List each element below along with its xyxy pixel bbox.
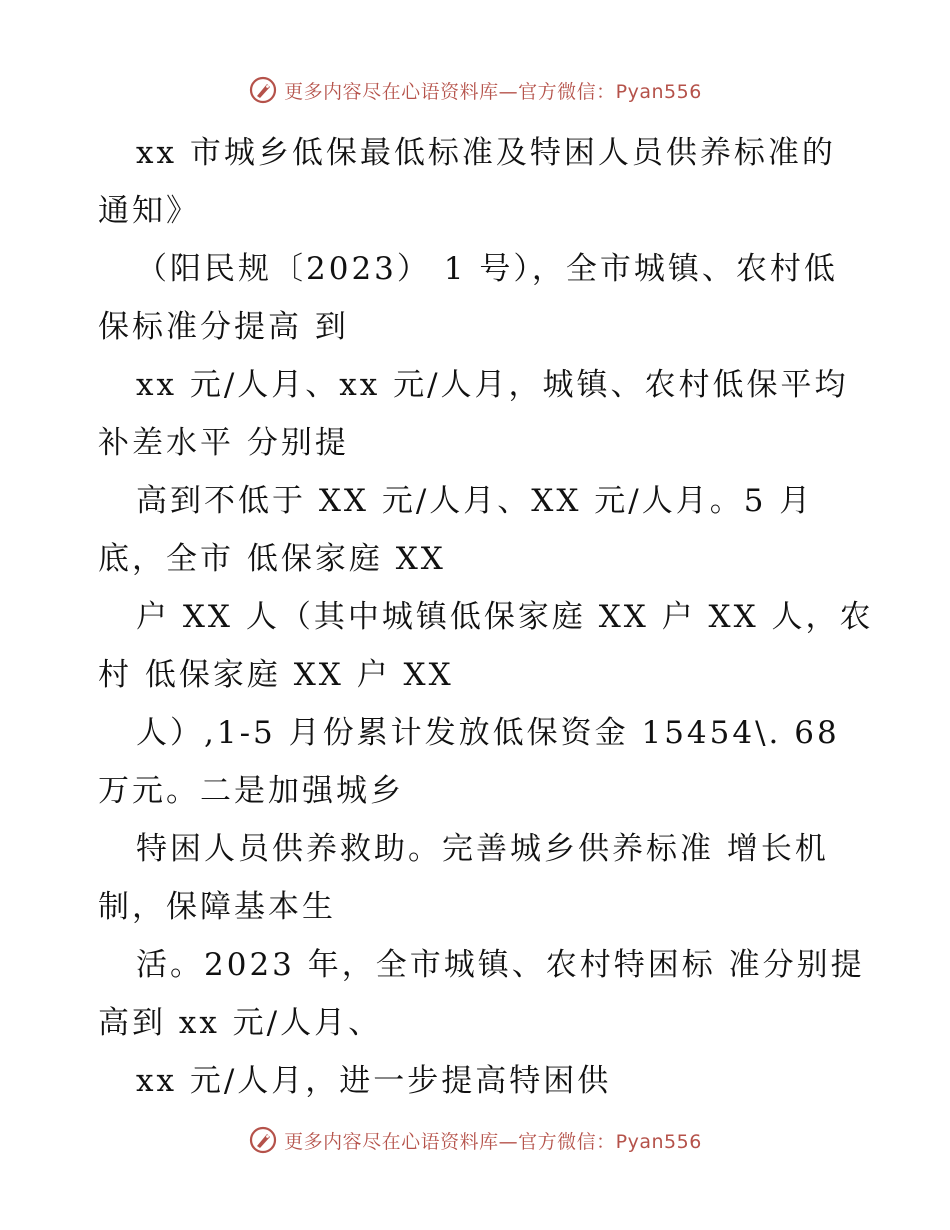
pen-nib-logo-icon xyxy=(248,75,278,105)
body-line: xx 市城乡低保最低标准及特困人员供养标准的 xyxy=(136,135,836,171)
header-banner-text: 更多内容尽在心语资料库—官方微信：Pyan556 xyxy=(284,80,702,103)
document-body xyxy=(98,124,874,1110)
body-line: xx 元/人月、xx 元/人月，城镇、农村低保平均 xyxy=(136,367,849,403)
body-line: 补差水平 分别提 xyxy=(98,425,349,461)
body-line: xx 元/人月，进一步提高特困供 xyxy=(136,1063,612,1099)
body-line: 通知》 xyxy=(98,193,200,229)
body-line: 特困人员供养救助。完善城乡供养标准 增长机 xyxy=(136,831,829,867)
body-line: 村 低保家庭 XX 户 XX xyxy=(98,657,454,693)
footer-banner xyxy=(0,1122,950,1158)
header-banner xyxy=(0,72,950,108)
body-line: 万元。二是加强城乡 xyxy=(98,773,404,809)
body-line: 制，保障基本生 xyxy=(98,889,336,925)
body-line: 高到 xx 元/人月、 xyxy=(98,1005,383,1041)
body-line: 活。2023 年，全市城镇、农村特困标 准分别提 xyxy=(136,947,865,983)
body-line: 户 XX 人（其中城镇低保家庭 XX 户 XX 人，农 xyxy=(136,599,874,635)
body-line: 底，全市 低保家庭 XX xyxy=(98,541,446,577)
pen-nib-logo-icon xyxy=(248,1125,278,1155)
body-line: 人）,1-5 月份累计发放低保资金 15454\. 68 xyxy=(136,715,840,751)
body-line: 高到不低于 XX 元/人月、XX 元/人月。5 月 xyxy=(136,483,814,519)
body-line: 保标准分提高 到 xyxy=(98,309,349,345)
body-line: （阳民规〔2023） 1 号），全市城镇、农村低 xyxy=(136,251,838,287)
footer-banner-text: 更多内容尽在心语资料库—官方微信：Pyan556 xyxy=(284,1130,702,1153)
